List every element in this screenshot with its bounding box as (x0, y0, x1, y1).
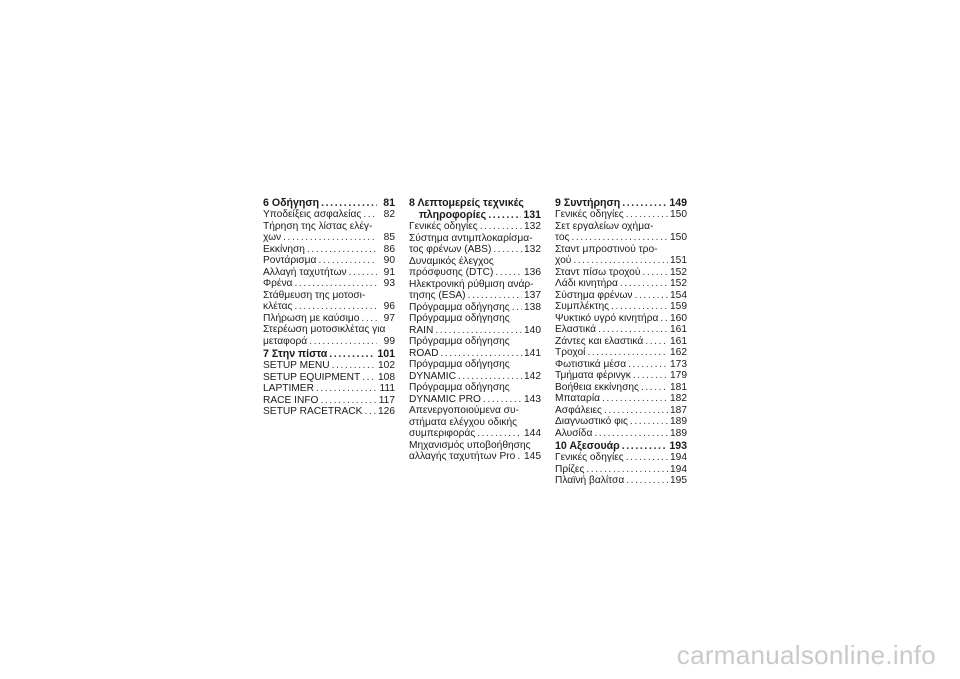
toc-entry[interactable]: Ασφάλειες ..... 187 (555, 405, 687, 417)
toc-entry[interactable]: Απενεργοποιούμενα συ- στήματα ελέγχου οδικής συμπεριφοράς ..... 144 (409, 405, 541, 440)
toc-section-9[interactable]: 9 Συντήρηση ..... 149 (555, 197, 687, 209)
toc-entry[interactable]: Μπαταρία ..... 182 (555, 393, 687, 405)
toc-entry[interactable]: Σταντ μπροστινού τρο- χού ..... 151 (555, 244, 687, 267)
toc-entry[interactable]: Πλαϊνή βαλίτσα ..... 195 (555, 475, 687, 487)
toc-entry[interactable]: Πρόγραμμα οδήγησης ROAD ..... 141 (409, 336, 541, 359)
toc-entry[interactable]: Ηλεκτρονική ρύθμιση ανάρ- τησης (ESA) ..... 137 (409, 279, 541, 302)
toc-entry[interactable]: Πλήρωση με καύσιμο ..... 97 (263, 313, 395, 325)
toc-section-8[interactable]: 8 Λεπτομερείς τεχνικές πληροφορίες ..... 131 (409, 197, 541, 221)
toc-entry[interactable]: Στάθμευση της μοτοσι- κλέτας ..... 96 (263, 290, 395, 313)
toc-column-3 (555, 197, 687, 487)
toc-entry[interactable]: Διαγνωστικό φις ..... 189 (555, 416, 687, 428)
toc-column-2 (409, 197, 541, 463)
toc-entry[interactable]: Σύστημα φρένων ..... 154 (555, 290, 687, 302)
toc-entry[interactable]: Γενικές οδηγίες ..... 132 (409, 221, 541, 233)
toc-entry[interactable]: Πρόγραμμα οδήγησης DYNAMIC ..... 142 (409, 359, 541, 382)
toc-entry[interactable]: Αλλαγή ταχυτήτων ..... 91 (263, 267, 395, 279)
toc-entry[interactable]: Τμήματα φέρινγκ ..... 179 (555, 370, 687, 382)
toc-entry[interactable]: Πρίζες ..... 194 (555, 464, 687, 476)
toc-entry[interactable]: Πρόγραμμα οδήγησης RAIN ..... 140 (409, 313, 541, 336)
toc-entry[interactable]: SETUP EQUIPMENT ..... 108 (263, 372, 395, 384)
toc-entry[interactable]: Πρόγραμμα οδήγησης ..... 138 (409, 302, 541, 314)
toc-entry[interactable]: Σύστημα αντιμπλοκαρίσμα- τος φρένων (ABS) ..... 132 (409, 233, 541, 256)
toc-entry[interactable]: Ελαστικά ..... 161 (555, 324, 687, 336)
toc-entry[interactable]: Εκκίνηση ..... 86 (263, 244, 395, 256)
toc-entry[interactable]: Βοήθεια εκκίνησης ..... 181 (555, 382, 687, 394)
toc-entry[interactable]: Σταντ πίσω τροχού ..... 152 (555, 267, 687, 279)
toc-section-7[interactable]: 7 Στην πίστα ..... 101 (263, 348, 395, 360)
toc-section-6[interactable]: 6 Οδήγηση ..... 81 (263, 197, 395, 209)
toc-entry[interactable]: Γενικές οδηγίες ..... 150 (555, 209, 687, 221)
toc-entry[interactable]: Υποδείξεις ασφαλείας ..... 82 (263, 209, 395, 221)
toc-entry[interactable]: Γενικές οδηγίες ..... 194 (555, 452, 687, 464)
toc-entry[interactable]: Φρένα ..... 93 (263, 278, 395, 290)
toc-entry[interactable]: Φωτιστικά μέσα ..... 173 (555, 359, 687, 371)
toc-section-10[interactable]: 10 Αξεσουάρ ..... 193 (555, 440, 687, 452)
toc-entry[interactable]: Αλυσίδα ..... 189 (555, 428, 687, 440)
toc-entry[interactable]: Πρόγραμμα οδήγησης DYNAMIC PRO ..... 143 (409, 382, 541, 405)
toc-entry[interactable]: Μηχανισμός υποβοήθησης αλλαγής ταχυτήτων Pro ..... 145 (409, 440, 541, 463)
toc-entry[interactable]: SETUP MENU ..... 102 (263, 360, 395, 372)
watermark: carmanualsonline.info (676, 640, 936, 670)
toc-entry[interactable]: Τήρηση της λίστας ελέγ- χων ..... 85 (263, 221, 395, 244)
toc-entry[interactable]: Συμπλέκτης ..... 159 (555, 301, 687, 313)
toc-entry[interactable]: Σετ εργαλείων οχήμα- τος ..... 150 (555, 221, 687, 244)
toc-entry[interactable]: Ροντάρισμα ..... 90 (263, 255, 395, 267)
toc-entry[interactable]: Ψυκτικό υγρό κινητήρα ..... 160 (555, 313, 687, 325)
toc-column-1 (263, 197, 395, 418)
toc-entry[interactable]: LAPTIMER ..... 111 (263, 383, 395, 395)
toc-entry[interactable]: Τροχοί ..... 162 (555, 347, 687, 359)
toc-entry[interactable]: Δυναμικός έλεγχος πρόσφυσης (DTC) ..... 136 (409, 256, 541, 279)
toc-entry[interactable]: Στερέωση μοτοσικλέτας για μεταφορά ..... 99 (263, 324, 395, 347)
toc-entry[interactable]: RACE INFO ..... 117 (263, 395, 395, 407)
toc-entry[interactable]: SETUP RACETRACK ..... 126 (263, 406, 395, 418)
toc-entry[interactable]: Λάδι κινητήρα ..... 152 (555, 278, 687, 290)
toc-entry[interactable]: Ζάντες και ελαστικά ..... 161 (555, 336, 687, 348)
